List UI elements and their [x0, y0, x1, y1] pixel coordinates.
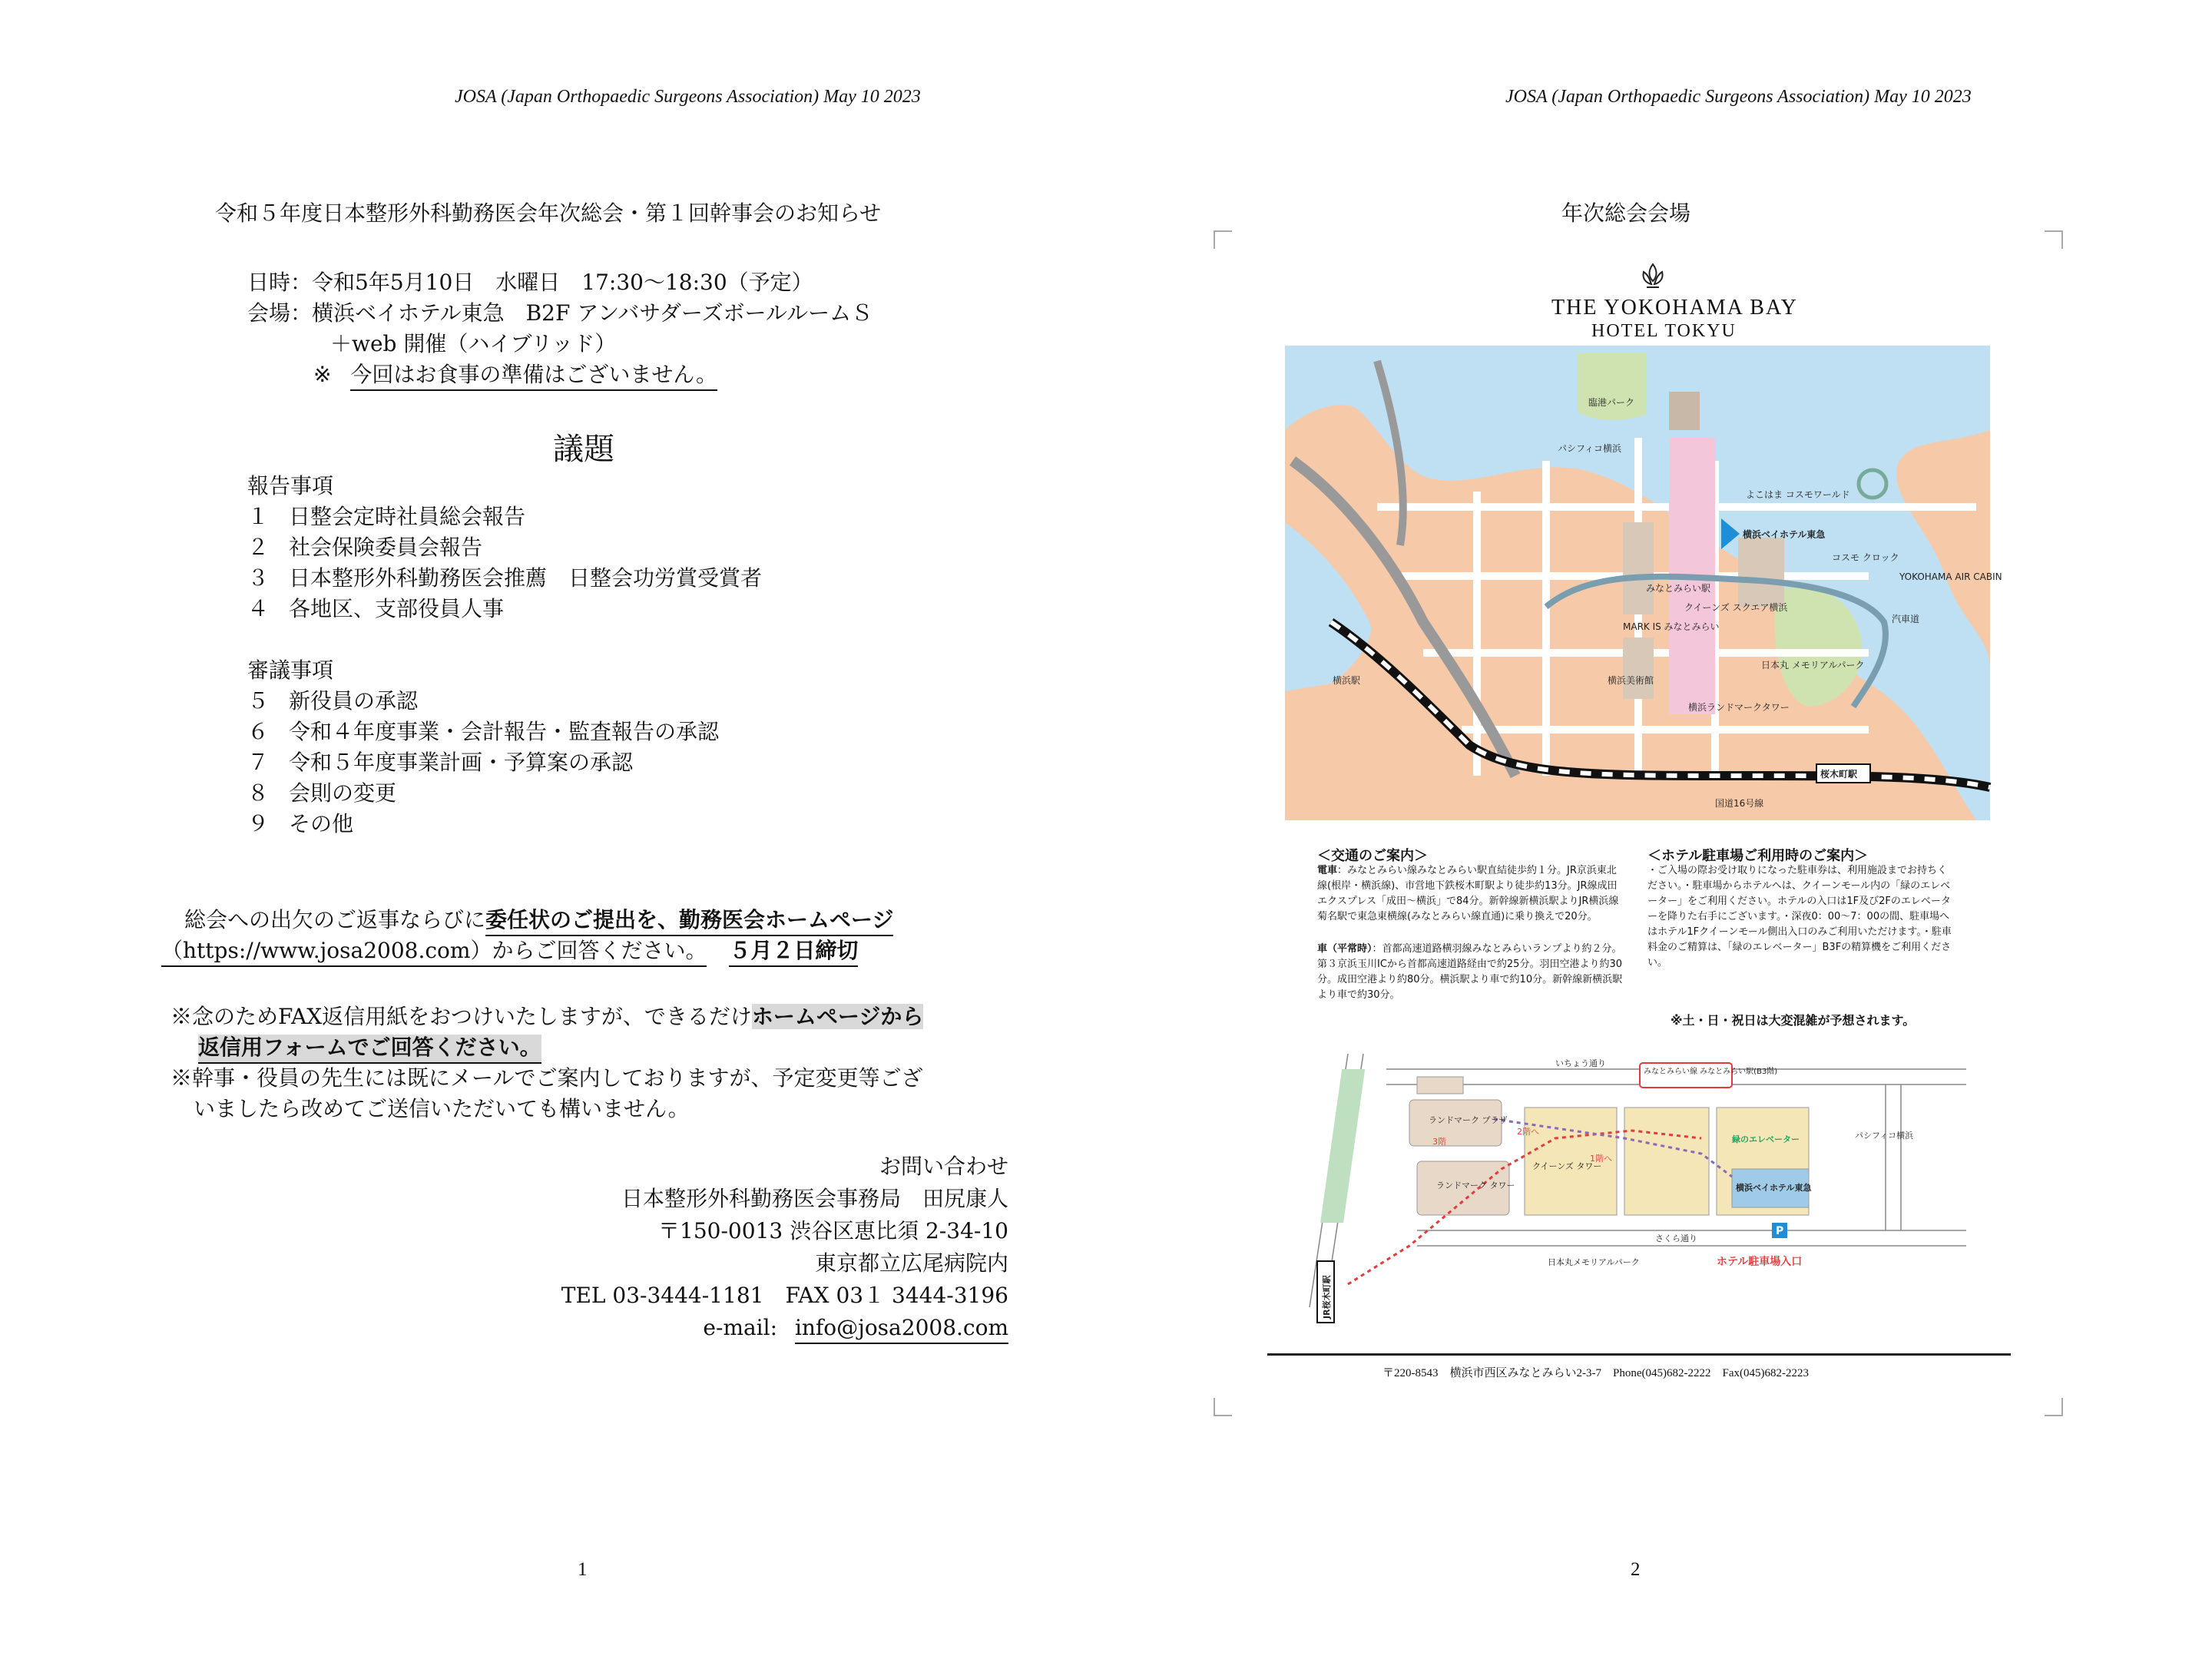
svg-text:P: P — [1776, 1225, 1784, 1237]
area-map — [1285, 346, 2002, 820]
svg-text:ランドマーク タワー: ランドマーク タワー — [1436, 1181, 1515, 1190]
svg-text:日本丸メモリアルパーク: 日本丸メモリアルパーク — [1548, 1257, 1640, 1267]
meal-note — [313, 364, 717, 386]
reply-url[interactable]: （https://www.josa2008.com）からご回答ください。 — [161, 938, 707, 967]
svg-text:いちょう通り: いちょう通り — [1555, 1058, 1606, 1068]
svg-text:みなとみらい駅: みなとみらい駅 — [1646, 583, 1711, 594]
svg-text:コスモ クロック: コスモ クロック — [1832, 552, 1899, 563]
parking-info: ・ご入場の際お受け取りになった駐車券は、利用施設までお持ちください。・駐車場からホテルへは、クイーンモール内の「緑のエレベーター」をご利用ください。ホテルの入口は1F及び2Fのエレベーターを降りた右手にございます。・深夜0：00〜7：00の間、駐車場へはホテル1Fクイーンモール側出入口のみご利用いただけます。・駐車料金のご精算は、「緑のエレベーター」B3Fの精算機をご利用ください。 — [1647, 865, 1952, 969]
page-number: 1 — [578, 1559, 588, 1580]
svg-text:2階へ: 2階へ — [1517, 1127, 1539, 1137]
svg-text:横浜ベイホテル東急: 横浜ベイホテル東急 — [1736, 1183, 1812, 1193]
reply-instruction: 総会への出欠のご返事ならびに委任状のご提出を、勤務医会ホームページ — [184, 909, 893, 931]
meal-note-text: 今回はお食事の準備はございません。 — [350, 362, 717, 391]
access-car: 車（平常時）：首都高速道路横羽線みなとみらいランプより約２分。第３京浜玉川ICから首都高速道路経由で約25分。羽田空港より約30分。成田空港より約80分。横浜駅より車で約10分。新幹線新横浜駅より車で約30分。 — [1317, 943, 1623, 1001]
svg-text:横浜美術館: 横浜美術館 — [1608, 675, 1654, 686]
contact-email-label: e-mail: — [703, 1315, 778, 1340]
contact-org: 日本整形外科勤務医会事務局 田尻康人 — [621, 1186, 1008, 1211]
list-item: ２ 社会保険委員会報告 — [247, 535, 483, 560]
running-header: JOSA (Japan Orthopaedic Surgeons Association) May 10 2023 — [455, 87, 921, 107]
svg-text:1階へ: 1階へ — [1590, 1154, 1612, 1164]
meeting-datetime: 日時：令和5年5月10日 水曜日 17:30〜18:30（予定） — [247, 270, 813, 295]
list-item: ８ 会則の変更 — [247, 780, 397, 806]
reply-deadline: ５月２日締切 — [729, 938, 858, 967]
svg-text:横浜駅: 横浜駅 — [1333, 675, 1361, 686]
svg-text:クイーンズ タワー: クイーンズ タワー — [1532, 1161, 1602, 1171]
list-item: ５ 新役員の承認 — [247, 688, 419, 714]
svg-text:クイーンズ スクエア横浜: クイーンズ スクエア横浜 — [1684, 602, 1788, 613]
svg-text:緑のエレベーター: 緑のエレベーター — [1732, 1134, 1800, 1144]
svg-text:さくら通り: さくら通り — [1655, 1233, 1697, 1243]
svg-text:汽車道: 汽車道 — [1892, 614, 1920, 624]
page-2 — [1106, 0, 2212, 1659]
svg-text:日本丸 メモリアルパーク: 日本丸 メモリアルパーク — [1761, 660, 1865, 671]
svg-text:横浜ベイホテル東急: 横浜ベイホテル東急 — [1743, 529, 1826, 540]
meal-note-mark: ※ — [313, 362, 332, 387]
notice-title: 令和５年度日本整形外科勤務医会年次総会・第１回幹事会のお知らせ — [215, 200, 882, 226]
hotel-logo-icon — [1637, 261, 1668, 292]
hotel-logo-line1: THE YOKOHAMA BAY — [1551, 296, 1798, 320]
svg-text:みなとみらい線 みなとみらい駅(B3階): みなとみらい線 みなとみらい駅(B3階) — [1644, 1068, 1778, 1076]
rinko-park — [1577, 353, 1646, 420]
crop-mark — [1214, 230, 1232, 249]
list-item: ７ 令和５年度事業計画・予算案の承認 — [247, 750, 634, 775]
contact-phone: TEL 03-3444-1181 FAX 03１ 3444-3196 — [561, 1283, 1008, 1308]
access-train: 電車：みなとみらい線みなとみらい駅直結徒歩約１分。JR京浜東北線(根岸・横浜線)、市営地下鉄桜木町駅より徒歩約13分。JR線成田エクスプレス「成田〜横浜」で84分。新幹線新横浜駅よりJR横浜線菊名駅で東急東横線(みなとみらい線直通)に乗り換えで20分。 — [1317, 865, 1619, 922]
running-header: JOSA (Japan Orthopaedic Surgeons Association) May 10 2023 — [1505, 87, 1972, 107]
list-item: ４ 各地区、支部役員人事 — [247, 596, 505, 621]
svg-text:3階: 3階 — [1432, 1137, 1446, 1147]
svg-text:YOKOHAMA AIR CABIN: YOKOHAMA AIR CABIN — [1899, 571, 2002, 582]
contact-email-line — [703, 1317, 1008, 1339]
list-item: ３ 日本整形外科勤務医会推薦 日整会功労賞受賞者 — [247, 565, 763, 591]
svg-text:ホテル駐車場入口: ホテル駐車場入口 — [1717, 1256, 1803, 1268]
svg-text:国道16号線: 国道16号線 — [1715, 798, 1764, 809]
access-heading: ＜交通のご案内＞ — [1317, 848, 1428, 864]
contact-address: 〒150-0013 渋谷区恵比須 2-34-10 — [658, 1218, 1008, 1243]
list-item: ９ その他 — [247, 811, 354, 836]
deliberation-heading: 審議事項 — [247, 657, 334, 683]
svg-text:MARK IS みなとみらい: MARK IS みなとみらい — [1623, 621, 1720, 632]
crop-mark — [2045, 1398, 2063, 1416]
busy-note: ※土・日・祝日は大変混雑が予想されます。 — [1671, 1013, 1916, 1028]
meeting-venue: 会場：横浜ベイホテル東急 B2F アンバサダーズボールルームＳ — [247, 300, 873, 326]
venue-title: 年次総会会場 — [1561, 200, 1691, 226]
svg-text:横浜ランドマークタワー: 横浜ランドマークタワー — [1688, 702, 1790, 713]
report-heading: 報告事項 — [247, 473, 334, 498]
agenda-title: 議題 — [553, 432, 614, 467]
contact-email-link[interactable]: info@josa2008.com — [795, 1315, 1008, 1344]
hotel-logo-line2: HOTEL TOKYU — [1591, 321, 1737, 341]
svg-text:臨港パーク: 臨港パーク — [1588, 397, 1635, 408]
crop-mark — [1214, 1398, 1232, 1416]
detail-map — [1302, 1054, 1966, 1334]
svg-text:ランドマーク プラザ: ランドマーク プラザ — [1429, 1115, 1508, 1125]
contact-heading: お問い合わせ — [879, 1154, 1008, 1179]
list-item: ６ 令和４年度事業・会計報告・監査報告の承認 — [247, 719, 720, 744]
parking-heading: ＜ホテル駐車場ご利用時のご案内＞ — [1647, 848, 1869, 864]
fax-note-cont: 返信用フォームでご回答ください。 — [198, 1037, 541, 1058]
svg-text:パシフィコ横浜: パシフィコ横浜 — [1558, 443, 1622, 454]
contact-hospital: 東京都立広尾病院内 — [814, 1250, 1008, 1276]
page-number: 2 — [1631, 1559, 1641, 1580]
svg-text:パシフィコ横浜: パシフィコ横浜 — [1855, 1131, 1914, 1141]
officer-note: ※幹事・役員の先生には既にメールでご案内しておりますが、予定変更等ござ — [171, 1065, 923, 1091]
officer-note-cont: いましたら改めてご送信いただいても構いません。 — [194, 1096, 690, 1121]
meeting-format: ＋web 開催（ハイブリッド） — [330, 331, 617, 356]
svg-text:JR桜木町駅: JR桜木町駅 — [1322, 1275, 1332, 1319]
fax-note: ※念のためFAX返信用紙をおつけいたしますが、できるだけホームページから — [171, 1004, 924, 1029]
hotel-address: 〒220-8543 横浜市西区みなとみらい2-3-7 Phone(045)682-2222 Fax(045)682-2223 — [1382, 1367, 1809, 1379]
divider — [1267, 1353, 2011, 1356]
svg-text:よこはま コスモワールド: よこはま コスモワールド — [1746, 489, 1850, 500]
reply-url-line — [161, 940, 858, 962]
crop-mark — [2045, 230, 2063, 249]
svg-text:桜木町駅: 桜木町駅 — [1820, 769, 1858, 780]
list-item: １ 日整会定時社員総会報告 — [247, 504, 526, 529]
